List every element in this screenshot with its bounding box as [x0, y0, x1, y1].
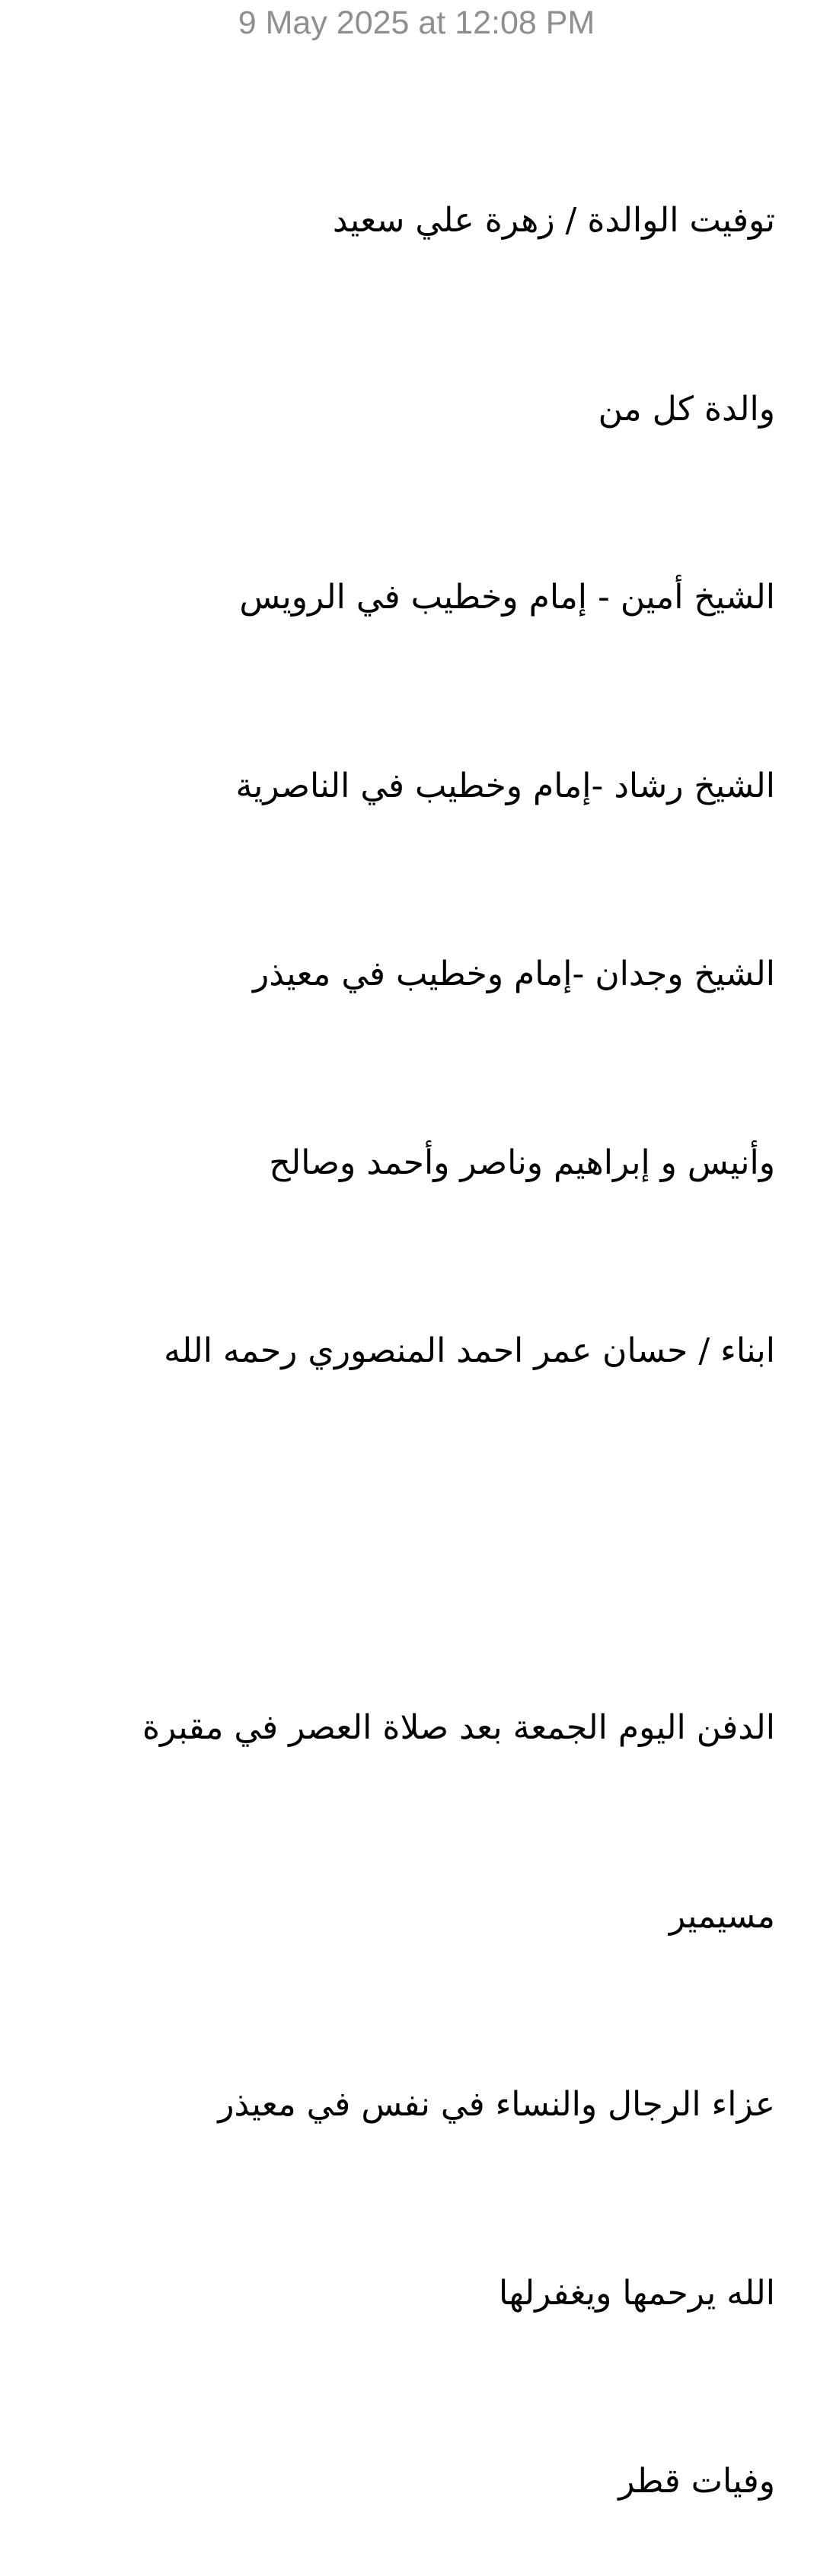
note-body[interactable]	[14, 64, 775, 2576]
note-line: الشيخ رشاد -إمام وخطيب في الناصرية	[235, 766, 775, 805]
note-line: والدة كل من	[598, 389, 775, 429]
note-line: ابناء / حسان عمر احمد المنصوري رحمه الله	[164, 1331, 775, 1370]
note-line: مسيمير	[669, 1896, 775, 1936]
note-line: الشيخ أمين - إمام وخطيب في الرويس	[239, 578, 775, 617]
note-line: عزاء الرجال والنساء في نفس في معيذر	[218, 2085, 775, 2124]
note-line: وفيات قطر	[618, 2462, 775, 2501]
note-line: الله يرحمها ويغفرلها	[499, 2273, 775, 2313]
note-line: الشيخ وجدان -إمام وخطيب في معيذر	[252, 955, 775, 993]
note-line: توفيت الوالدة / زهرة علي سعيد	[332, 201, 775, 240]
note-line: وأنيس و إبراهيم وناصر وأحمد وصالح	[269, 1143, 775, 1182]
note-blank-line	[14, 1509, 775, 1572]
note-line: الدفن اليوم الجمعة بعد صلاة العصر في مقبرة	[142, 1708, 775, 1747]
note-timestamp: 9 May 2025 at 12:08 PM	[238, 5, 595, 41]
